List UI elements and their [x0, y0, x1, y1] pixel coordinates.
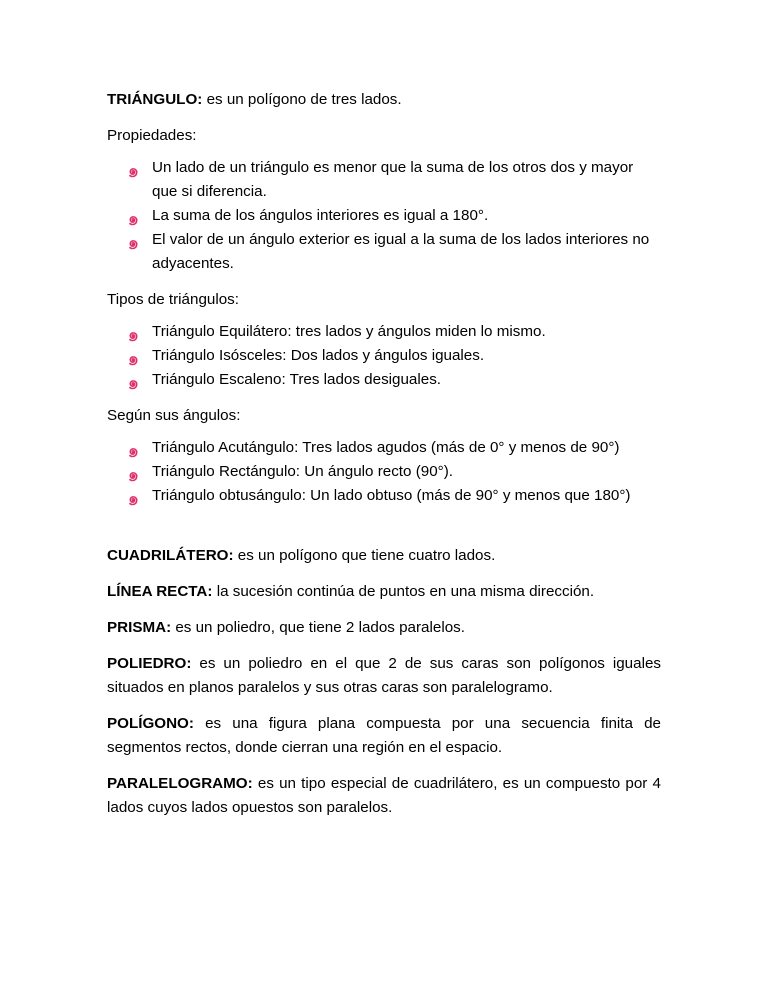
spiral-bullet-icon — [127, 490, 139, 502]
definition-term: TRIÁNGULO: — [107, 91, 203, 108]
list-item-text: Un lado de un triángulo es menor que la suma de los otros dos y mayor que si diferencia. — [152, 159, 634, 200]
definition-text: es un poliedro, que tiene 2 lados paralelos. — [171, 619, 465, 636]
cuadrilatero-definition — [107, 544, 661, 568]
list-item — [107, 344, 661, 368]
triangulo-definition — [107, 88, 661, 112]
spiral-bullet-icon — [127, 466, 139, 478]
angulos-list — [107, 436, 661, 508]
prisma-definition — [107, 616, 661, 640]
definition-text: es un poliedro en el que 2 de sus caras son polígonos iguales situados en planos paralelos y sus otras caras son paralelogramo. — [107, 655, 661, 696]
poliedro-definition — [107, 652, 661, 700]
definition-text: es un tipo especial de cuadrilátero, es un compuesto por 4 lados cuyos lados opuestos son paralelos. — [107, 775, 661, 816]
list-item — [107, 484, 661, 508]
definition-text: es un polígono que tiene cuatro lados. — [233, 547, 496, 564]
spiral-bullet-icon — [127, 374, 139, 386]
list-item-text: Triángulo Equilátero: tres lados y ángulos miden lo mismo. — [152, 323, 546, 340]
list-item — [107, 436, 661, 460]
linea-recta-definition — [107, 580, 661, 604]
list-item — [107, 156, 661, 204]
list-item — [107, 368, 661, 392]
list-item-text: Triángulo Isósceles: Dos lados y ángulos iguales. — [152, 347, 485, 364]
list-item — [107, 204, 661, 228]
list-item-text: La suma de los ángulos interiores es igual a 180°. — [152, 207, 489, 224]
list-item-text: El valor de un ángulo exterior es igual a la suma de los lados interiores no adyacentes. — [152, 231, 650, 272]
propiedades-list — [107, 156, 661, 276]
list-item — [107, 320, 661, 344]
spiral-bullet-icon — [127, 162, 139, 174]
definition-term: PARALELOGRAMO: — [107, 775, 253, 792]
spiral-bullet-icon — [127, 210, 139, 222]
propiedades-heading: Propiedades: — [107, 127, 197, 144]
list-item-text: Triángulo obtusángulo: Un lado obtuso (más de 90° y menos que 180°) — [152, 487, 631, 504]
definition-text: es un polígono de tres lados. — [202, 91, 402, 108]
blank-line — [107, 520, 661, 544]
definition-term: POLIEDRO: — [107, 655, 192, 672]
definition-text: la sucesión continúa de puntos en una misma dirección. — [212, 583, 595, 600]
paralelogramo-definition — [107, 772, 661, 820]
spiral-bullet-icon — [127, 350, 139, 362]
list-item — [107, 460, 661, 484]
definition-text: es una figura plana compuesta por una secuencia finita de segmentos rectos, donde cierran una región en el espacio. — [107, 715, 661, 756]
list-item-text: Triángulo Acutángulo: Tres lados agudos (más de 0° y menos de 90°) — [152, 439, 620, 456]
definition-term: LÍNEA RECTA: — [107, 583, 213, 600]
spiral-bullet-icon — [127, 442, 139, 454]
spiral-bullet-icon — [127, 326, 139, 338]
poligono-definition — [107, 712, 661, 760]
list-item-text: Triángulo Rectángulo: Un ángulo recto (90°). — [152, 463, 453, 480]
definition-term: CUADRILÁTERO: — [107, 547, 234, 564]
list-item — [107, 228, 661, 276]
tipos-heading: Tipos de triángulos: — [107, 291, 239, 308]
definition-term: PRISMA: — [107, 619, 172, 636]
tipos-list — [107, 320, 661, 392]
list-item-text: Triángulo Escaleno: Tres lados desiguales. — [152, 371, 442, 388]
definition-term: POLÍGONO: — [107, 715, 194, 732]
angulos-heading: Según sus ángulos: — [107, 407, 241, 424]
spiral-bullet-icon — [127, 234, 139, 246]
document-page — [107, 88, 661, 832]
